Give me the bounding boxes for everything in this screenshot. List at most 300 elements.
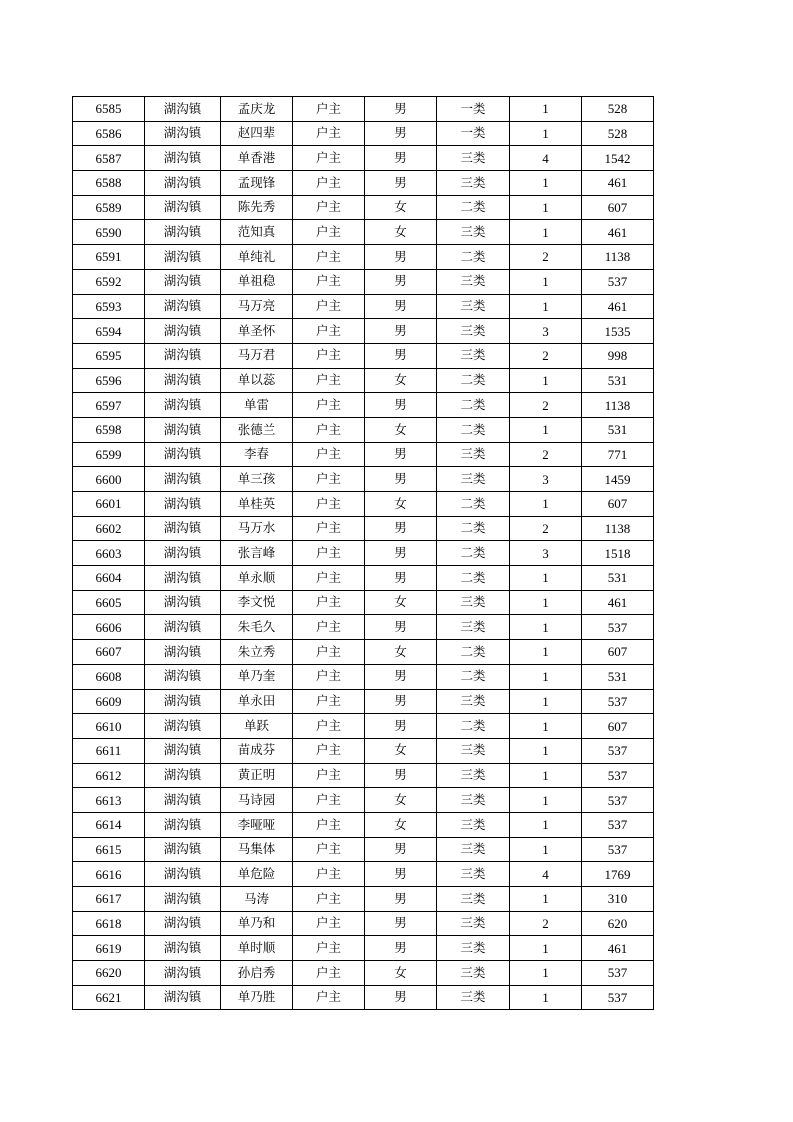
table-row [73, 97, 654, 122]
relation-cell: 户主 [293, 146, 365, 171]
category-cell: 三类 [437, 837, 510, 862]
record-number-cell: 6589 [73, 195, 145, 220]
household-size-cell: 1 [510, 171, 582, 196]
relation-cell: 户主 [293, 714, 365, 739]
record-number-cell: 6617 [73, 887, 145, 912]
household-size-cell: 3 [510, 319, 582, 344]
category-cell: 二类 [437, 417, 510, 442]
name-cell: 孟现锋 [221, 171, 293, 196]
table-row [73, 936, 654, 961]
name-cell: 陈先秀 [221, 195, 293, 220]
table-row [73, 146, 654, 171]
record-number-cell: 6590 [73, 220, 145, 245]
category-cell: 三类 [437, 343, 510, 368]
table-row [73, 738, 654, 763]
roster-body [73, 97, 654, 1010]
town-cell: 湖沟镇 [145, 689, 221, 714]
category-cell: 三类 [437, 220, 510, 245]
household-size-cell: 1 [510, 615, 582, 640]
gender-cell: 女 [365, 220, 437, 245]
record-number-cell: 6613 [73, 788, 145, 813]
name-cell: 朱毛久 [221, 615, 293, 640]
town-cell: 湖沟镇 [145, 195, 221, 220]
relation-cell: 户主 [293, 343, 365, 368]
gender-cell: 男 [365, 121, 437, 146]
household-size-cell: 4 [510, 146, 582, 171]
table-row [73, 887, 654, 912]
amount-cell: 1138 [582, 245, 654, 270]
category-cell: 三类 [437, 911, 510, 936]
town-cell: 湖沟镇 [145, 640, 221, 665]
category-cell: 三类 [437, 146, 510, 171]
amount-cell: 528 [582, 121, 654, 146]
record-number-cell: 6587 [73, 146, 145, 171]
category-cell: 三类 [437, 788, 510, 813]
table-row [73, 763, 654, 788]
amount-cell: 461 [582, 936, 654, 961]
household-size-cell: 2 [510, 442, 582, 467]
household-size-cell: 1 [510, 97, 582, 122]
table-row [73, 467, 654, 492]
record-number-cell: 6605 [73, 590, 145, 615]
household-size-cell: 1 [510, 121, 582, 146]
relation-cell: 户主 [293, 812, 365, 837]
name-cell: 李哑哑 [221, 812, 293, 837]
household-size-cell: 1 [510, 640, 582, 665]
category-cell: 三类 [437, 319, 510, 344]
record-number-cell: 6610 [73, 714, 145, 739]
table-row [73, 294, 654, 319]
gender-cell: 男 [365, 516, 437, 541]
relation-cell: 户主 [293, 961, 365, 986]
town-cell: 湖沟镇 [145, 417, 221, 442]
name-cell: 单桂英 [221, 492, 293, 517]
relation-cell: 户主 [293, 689, 365, 714]
household-size-cell: 2 [510, 516, 582, 541]
category-cell: 三类 [437, 763, 510, 788]
name-cell: 单乃和 [221, 911, 293, 936]
record-number-cell: 6598 [73, 417, 145, 442]
town-cell: 湖沟镇 [145, 936, 221, 961]
table-row [73, 961, 654, 986]
town-cell: 湖沟镇 [145, 566, 221, 591]
table-row [73, 862, 654, 887]
category-cell: 三类 [437, 985, 510, 1010]
name-cell: 朱立秀 [221, 640, 293, 665]
relation-cell: 户主 [293, 664, 365, 689]
amount-cell: 531 [582, 664, 654, 689]
table-row [73, 417, 654, 442]
household-size-cell: 1 [510, 812, 582, 837]
gender-cell: 女 [365, 492, 437, 517]
amount-cell: 537 [582, 812, 654, 837]
town-cell: 湖沟镇 [145, 146, 221, 171]
amount-cell: 537 [582, 738, 654, 763]
relation-cell: 户主 [293, 541, 365, 566]
amount-cell: 537 [582, 269, 654, 294]
amount-cell: 310 [582, 887, 654, 912]
household-size-cell: 1 [510, 788, 582, 813]
name-cell: 马万亮 [221, 294, 293, 319]
name-cell: 张德兰 [221, 417, 293, 442]
category-cell: 二类 [437, 566, 510, 591]
name-cell: 单以蕊 [221, 368, 293, 393]
record-number-cell: 6588 [73, 171, 145, 196]
record-number-cell: 6599 [73, 442, 145, 467]
table-row [73, 640, 654, 665]
relation-cell: 户主 [293, 121, 365, 146]
amount-cell: 531 [582, 566, 654, 591]
category-cell: 二类 [437, 516, 510, 541]
name-cell: 单永顺 [221, 566, 293, 591]
record-number-cell: 6618 [73, 911, 145, 936]
table-row [73, 393, 654, 418]
household-size-cell: 3 [510, 467, 582, 492]
table-row [73, 837, 654, 862]
table-row [73, 319, 654, 344]
gender-cell: 男 [365, 664, 437, 689]
gender-cell: 女 [365, 961, 437, 986]
household-size-cell: 1 [510, 492, 582, 517]
relation-cell: 户主 [293, 417, 365, 442]
record-number-cell: 6585 [73, 97, 145, 122]
amount-cell: 461 [582, 294, 654, 319]
name-cell: 马集体 [221, 837, 293, 862]
relation-cell: 户主 [293, 837, 365, 862]
gender-cell: 男 [365, 541, 437, 566]
gender-cell: 女 [365, 640, 437, 665]
category-cell: 三类 [437, 936, 510, 961]
table-row [73, 516, 654, 541]
gender-cell: 男 [365, 146, 437, 171]
town-cell: 湖沟镇 [145, 319, 221, 344]
table-row [73, 566, 654, 591]
town-cell: 湖沟镇 [145, 911, 221, 936]
table-row [73, 220, 654, 245]
gender-cell: 男 [365, 862, 437, 887]
record-number-cell: 6592 [73, 269, 145, 294]
amount-cell: 537 [582, 689, 654, 714]
record-number-cell: 6602 [73, 516, 145, 541]
town-cell: 湖沟镇 [145, 97, 221, 122]
household-size-cell: 1 [510, 714, 582, 739]
name-cell: 张言峰 [221, 541, 293, 566]
town-cell: 湖沟镇 [145, 615, 221, 640]
name-cell: 单香港 [221, 146, 293, 171]
town-cell: 湖沟镇 [145, 121, 221, 146]
relation-cell: 户主 [293, 467, 365, 492]
gender-cell: 女 [365, 738, 437, 763]
table-row [73, 541, 654, 566]
amount-cell: 531 [582, 368, 654, 393]
name-cell: 赵四辈 [221, 121, 293, 146]
gender-cell: 男 [365, 936, 437, 961]
table-row [73, 245, 654, 270]
town-cell: 湖沟镇 [145, 269, 221, 294]
amount-cell: 537 [582, 763, 654, 788]
town-cell: 湖沟镇 [145, 887, 221, 912]
name-cell: 马万君 [221, 343, 293, 368]
record-number-cell: 6621 [73, 985, 145, 1010]
name-cell: 单祖稳 [221, 269, 293, 294]
town-cell: 湖沟镇 [145, 738, 221, 763]
gender-cell: 男 [365, 245, 437, 270]
amount-cell: 537 [582, 615, 654, 640]
name-cell: 李春 [221, 442, 293, 467]
amount-cell: 607 [582, 492, 654, 517]
household-size-cell: 1 [510, 269, 582, 294]
household-size-cell: 1 [510, 294, 582, 319]
name-cell: 单雷 [221, 393, 293, 418]
household-size-cell: 1 [510, 961, 582, 986]
town-cell: 湖沟镇 [145, 590, 221, 615]
amount-cell: 607 [582, 640, 654, 665]
gender-cell: 男 [365, 442, 437, 467]
town-cell: 湖沟镇 [145, 368, 221, 393]
table-row [73, 689, 654, 714]
amount-cell: 461 [582, 171, 654, 196]
gender-cell: 女 [365, 812, 437, 837]
amount-cell: 1138 [582, 516, 654, 541]
category-cell: 二类 [437, 664, 510, 689]
relation-cell: 户主 [293, 319, 365, 344]
gender-cell: 女 [365, 368, 437, 393]
category-cell: 三类 [437, 738, 510, 763]
name-cell: 马涛 [221, 887, 293, 912]
household-roster-table [72, 96, 654, 1010]
town-cell: 湖沟镇 [145, 541, 221, 566]
amount-cell: 1769 [582, 862, 654, 887]
category-cell: 二类 [437, 368, 510, 393]
table-row [73, 343, 654, 368]
category-cell: 三类 [437, 689, 510, 714]
town-cell: 湖沟镇 [145, 763, 221, 788]
category-cell: 三类 [437, 862, 510, 887]
record-number-cell: 6597 [73, 393, 145, 418]
gender-cell: 男 [365, 985, 437, 1010]
amount-cell: 528 [582, 97, 654, 122]
amount-cell: 537 [582, 837, 654, 862]
town-cell: 湖沟镇 [145, 862, 221, 887]
record-number-cell: 6615 [73, 837, 145, 862]
household-size-cell: 2 [510, 911, 582, 936]
name-cell: 单永田 [221, 689, 293, 714]
amount-cell: 998 [582, 343, 654, 368]
amount-cell: 1518 [582, 541, 654, 566]
category-cell: 二类 [437, 640, 510, 665]
household-size-cell: 1 [510, 689, 582, 714]
relation-cell: 户主 [293, 195, 365, 220]
record-number-cell: 6608 [73, 664, 145, 689]
category-cell: 三类 [437, 442, 510, 467]
table-row [73, 812, 654, 837]
gender-cell: 男 [365, 615, 437, 640]
record-number-cell: 6620 [73, 961, 145, 986]
category-cell: 二类 [437, 195, 510, 220]
table-row [73, 985, 654, 1010]
category-cell: 三类 [437, 812, 510, 837]
table-row [73, 442, 654, 467]
amount-cell: 1535 [582, 319, 654, 344]
town-cell: 湖沟镇 [145, 837, 221, 862]
record-number-cell: 6600 [73, 467, 145, 492]
relation-cell: 户主 [293, 911, 365, 936]
category-cell: 三类 [437, 171, 510, 196]
amount-cell: 1542 [582, 146, 654, 171]
name-cell: 单危险 [221, 862, 293, 887]
name-cell: 苗成芬 [221, 738, 293, 763]
amount-cell: 537 [582, 788, 654, 813]
category-cell: 二类 [437, 492, 510, 517]
town-cell: 湖沟镇 [145, 393, 221, 418]
category-cell: 三类 [437, 887, 510, 912]
category-cell: 三类 [437, 961, 510, 986]
relation-cell: 户主 [293, 936, 365, 961]
record-number-cell: 6609 [73, 689, 145, 714]
town-cell: 湖沟镇 [145, 961, 221, 986]
gender-cell: 男 [365, 319, 437, 344]
name-cell: 单纯礼 [221, 245, 293, 270]
gender-cell: 男 [365, 689, 437, 714]
category-cell: 二类 [437, 541, 510, 566]
record-number-cell: 6607 [73, 640, 145, 665]
gender-cell: 男 [365, 393, 437, 418]
gender-cell: 男 [365, 467, 437, 492]
relation-cell: 户主 [293, 97, 365, 122]
amount-cell: 531 [582, 417, 654, 442]
record-number-cell: 6594 [73, 319, 145, 344]
table-row [73, 195, 654, 220]
category-cell: 一类 [437, 121, 510, 146]
record-number-cell: 6595 [73, 343, 145, 368]
relation-cell: 户主 [293, 393, 365, 418]
table-row [73, 269, 654, 294]
relation-cell: 户主 [293, 640, 365, 665]
amount-cell: 461 [582, 220, 654, 245]
town-cell: 湖沟镇 [145, 294, 221, 319]
town-cell: 湖沟镇 [145, 812, 221, 837]
record-number-cell: 6601 [73, 492, 145, 517]
household-size-cell: 1 [510, 837, 582, 862]
record-number-cell: 6606 [73, 615, 145, 640]
relation-cell: 户主 [293, 442, 365, 467]
town-cell: 湖沟镇 [145, 245, 221, 270]
household-size-cell: 1 [510, 195, 582, 220]
town-cell: 湖沟镇 [145, 171, 221, 196]
amount-cell: 1138 [582, 393, 654, 418]
household-size-cell: 4 [510, 862, 582, 887]
table-row [73, 911, 654, 936]
record-number-cell: 6616 [73, 862, 145, 887]
town-cell: 湖沟镇 [145, 516, 221, 541]
household-size-cell: 1 [510, 887, 582, 912]
table-row [73, 788, 654, 813]
town-cell: 湖沟镇 [145, 343, 221, 368]
amount-cell: 1459 [582, 467, 654, 492]
amount-cell: 537 [582, 961, 654, 986]
table-row [73, 590, 654, 615]
relation-cell: 户主 [293, 985, 365, 1010]
gender-cell: 男 [365, 343, 437, 368]
amount-cell: 620 [582, 911, 654, 936]
name-cell: 单乃胜 [221, 985, 293, 1010]
household-size-cell: 1 [510, 763, 582, 788]
category-cell: 二类 [437, 393, 510, 418]
relation-cell: 户主 [293, 887, 365, 912]
record-number-cell: 6611 [73, 738, 145, 763]
table-row [73, 121, 654, 146]
gender-cell: 男 [365, 97, 437, 122]
name-cell: 马万水 [221, 516, 293, 541]
relation-cell: 户主 [293, 269, 365, 294]
gender-cell: 男 [365, 171, 437, 196]
category-cell: 一类 [437, 97, 510, 122]
household-size-cell: 1 [510, 368, 582, 393]
record-number-cell: 6596 [73, 368, 145, 393]
record-number-cell: 6603 [73, 541, 145, 566]
relation-cell: 户主 [293, 220, 365, 245]
name-cell: 李文悦 [221, 590, 293, 615]
relation-cell: 户主 [293, 738, 365, 763]
gender-cell: 女 [365, 788, 437, 813]
gender-cell: 女 [365, 195, 437, 220]
household-size-cell: 2 [510, 245, 582, 270]
town-cell: 湖沟镇 [145, 985, 221, 1010]
gender-cell: 男 [365, 911, 437, 936]
table-row [73, 714, 654, 739]
household-size-cell: 1 [510, 566, 582, 591]
record-number-cell: 6586 [73, 121, 145, 146]
name-cell: 范知真 [221, 220, 293, 245]
table-row [73, 171, 654, 196]
record-number-cell: 6591 [73, 245, 145, 270]
household-size-cell: 2 [510, 393, 582, 418]
name-cell: 黄正明 [221, 763, 293, 788]
table-row [73, 664, 654, 689]
amount-cell: 461 [582, 590, 654, 615]
category-cell: 三类 [437, 615, 510, 640]
amount-cell: 607 [582, 714, 654, 739]
town-cell: 湖沟镇 [145, 664, 221, 689]
gender-cell: 男 [365, 887, 437, 912]
gender-cell: 男 [365, 269, 437, 294]
gender-cell: 女 [365, 590, 437, 615]
record-number-cell: 6612 [73, 763, 145, 788]
name-cell: 单圣怀 [221, 319, 293, 344]
household-size-cell: 1 [510, 936, 582, 961]
relation-cell: 户主 [293, 788, 365, 813]
name-cell: 单三孩 [221, 467, 293, 492]
relation-cell: 户主 [293, 171, 365, 196]
table-row [73, 615, 654, 640]
category-cell: 二类 [437, 245, 510, 270]
category-cell: 三类 [437, 467, 510, 492]
gender-cell: 男 [365, 566, 437, 591]
table-row [73, 368, 654, 393]
household-size-cell: 2 [510, 343, 582, 368]
gender-cell: 男 [365, 294, 437, 319]
record-number-cell: 6619 [73, 936, 145, 961]
gender-cell: 女 [365, 417, 437, 442]
record-number-cell: 6614 [73, 812, 145, 837]
town-cell: 湖沟镇 [145, 788, 221, 813]
household-size-cell: 3 [510, 541, 582, 566]
relation-cell: 户主 [293, 492, 365, 517]
record-number-cell: 6604 [73, 566, 145, 591]
relation-cell: 户主 [293, 590, 365, 615]
relation-cell: 户主 [293, 516, 365, 541]
name-cell: 单时顺 [221, 936, 293, 961]
